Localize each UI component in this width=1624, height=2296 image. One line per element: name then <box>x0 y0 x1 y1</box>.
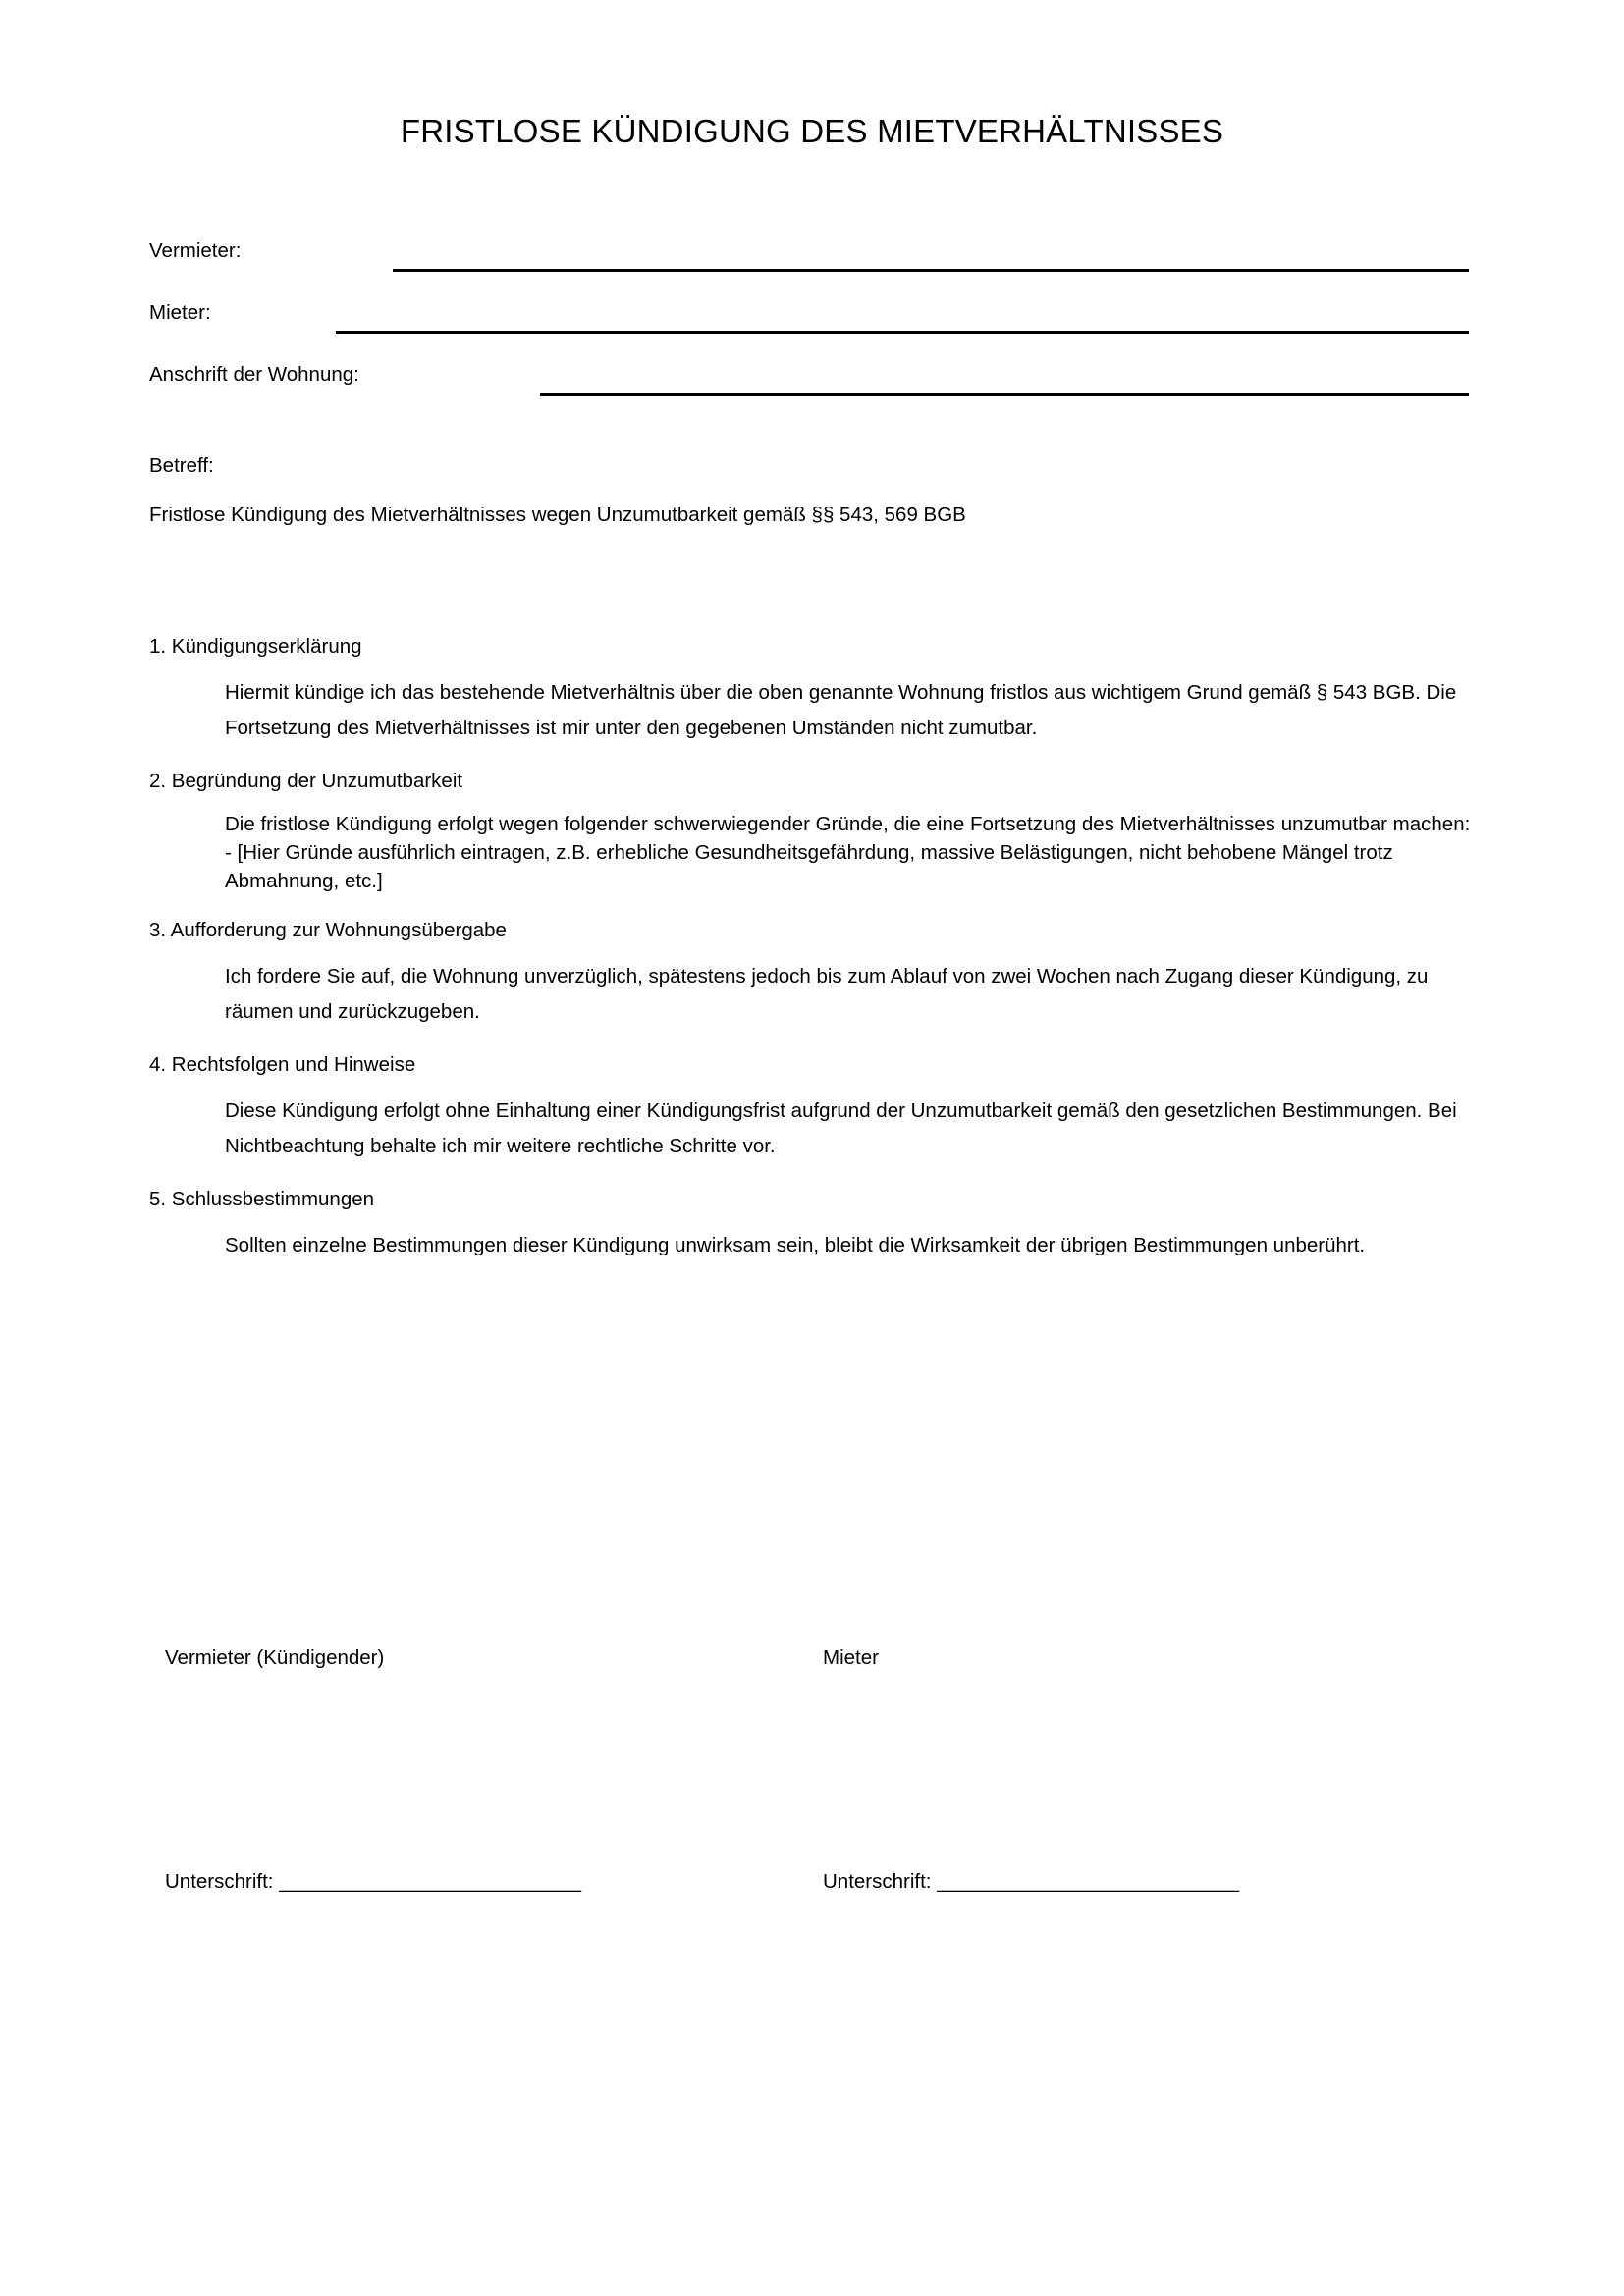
section-body <box>225 810 1477 895</box>
section-begruendung <box>149 768 1477 895</box>
section-rechtsfolgen <box>149 1051 1477 1164</box>
signature-names-row <box>165 1645 1441 1686</box>
section-body <box>225 959 1477 1030</box>
section-paragraph: Sollten einzelne Bestimmungen dieser Kündigung unwirksam sein, bleibt die Wirksamkeit der übrigen Bestimmungen unberührt. <box>225 1234 1366 1256</box>
section-heading: 3. Aufforderung zur Wohnungsübergabe <box>149 919 507 941</box>
field-label-landlord: Vermieter: <box>149 240 242 262</box>
section-heading: 4. Rechtsfolgen und Hinweise <box>149 1053 416 1076</box>
subject-text: Fristlose Kündigung des Mietverhältnisses wegen Unzumutbarkeit gemäß §§ 543, 569 BGB <box>149 504 966 526</box>
section-body <box>225 675 1477 746</box>
section-heading: 2. Begründung der Unzumutbarkeit <box>149 770 463 792</box>
section-heading: 5. Schlussbestimmungen <box>149 1188 375 1210</box>
field-row-address <box>149 362 1469 424</box>
section-paragraph: - [Hier Gründe ausführlich eintragen, z.B. erhebliche Gesundheitsgefährdung, massive Belästigungen, nicht behobene Mängel trotz Abmahnung, etc.] <box>225 841 1393 892</box>
section-paragraph: Die fristlose Kündigung erfolgt wegen folgender schwerwiegender Gründe, die eine Fortsetzung des Mietverhältnisses unzumutbar machen: <box>225 813 1471 835</box>
field-rule-tenant[interactable] <box>336 331 1469 334</box>
field-rule-landlord[interactable] <box>393 269 1469 272</box>
subject-block <box>149 454 1469 528</box>
signature-block <box>165 1645 1441 1910</box>
sections-container <box>149 633 1477 1285</box>
signature-name-landlord: Vermieter (Kündigender) <box>165 1646 385 1669</box>
section-paragraph: Diese Kündigung erfolgt ohne Einhaltung einer Kündigungsfrist aufgrund der Unzumutbarkeit gemäß den gesetzlichen Bestimmungen. Bei Nichtbeachtung behalte ich mir weitere rechtliche Schritte vor. <box>225 1099 1457 1157</box>
signature-line-tenant[interactable]: Unterschrift: ___________________________ <box>823 1870 1240 1893</box>
section-body <box>225 1228 1477 1263</box>
section-paragraph: Hiermit kündige ich das bestehende Mietverhältnis über die oben genannte Wohnung fristlos aus wichtigem Grund gemäß § 543 BGB. Die Fortsetzung des Mietverhältnisses ist mir unter den gegebenen Umständen nicht zumutbar. <box>225 681 1457 739</box>
field-rule-address[interactable] <box>540 393 1469 396</box>
signature-name-tenant: Mieter <box>823 1646 879 1669</box>
field-label-tenant: Mieter: <box>149 301 211 324</box>
section-heading: 1. Kündigungserklärung <box>149 635 362 658</box>
section-body <box>225 1094 1477 1164</box>
signature-lines-row <box>165 1869 1441 1910</box>
signature-line-landlord[interactable]: Unterschrift: ___________________________ <box>165 1870 582 1893</box>
field-row-tenant <box>149 300 1469 362</box>
section-schlussbestimmungen <box>149 1186 1477 1263</box>
party-fields <box>149 239 1469 424</box>
field-label-address: Anschrift der Wohnung: <box>149 363 359 386</box>
subject-label: Betreff: <box>149 454 214 477</box>
section-wohnungsuebergabe <box>149 917 1477 1030</box>
page-title: FRISTLOSE KÜNDIGUNG DES MIETVERHÄLTNISSES <box>400 113 1224 149</box>
section-kuendigungserklaerung <box>149 633 1477 746</box>
section-paragraph: Ich fordere Sie auf, die Wohnung unverzüglich, spätestens jedoch bis zum Ablauf von zwei Wochen nach Zugang dieser Kündigung, zu räumen und zurückzugeben. <box>225 965 1429 1023</box>
field-row-landlord <box>149 239 1469 300</box>
